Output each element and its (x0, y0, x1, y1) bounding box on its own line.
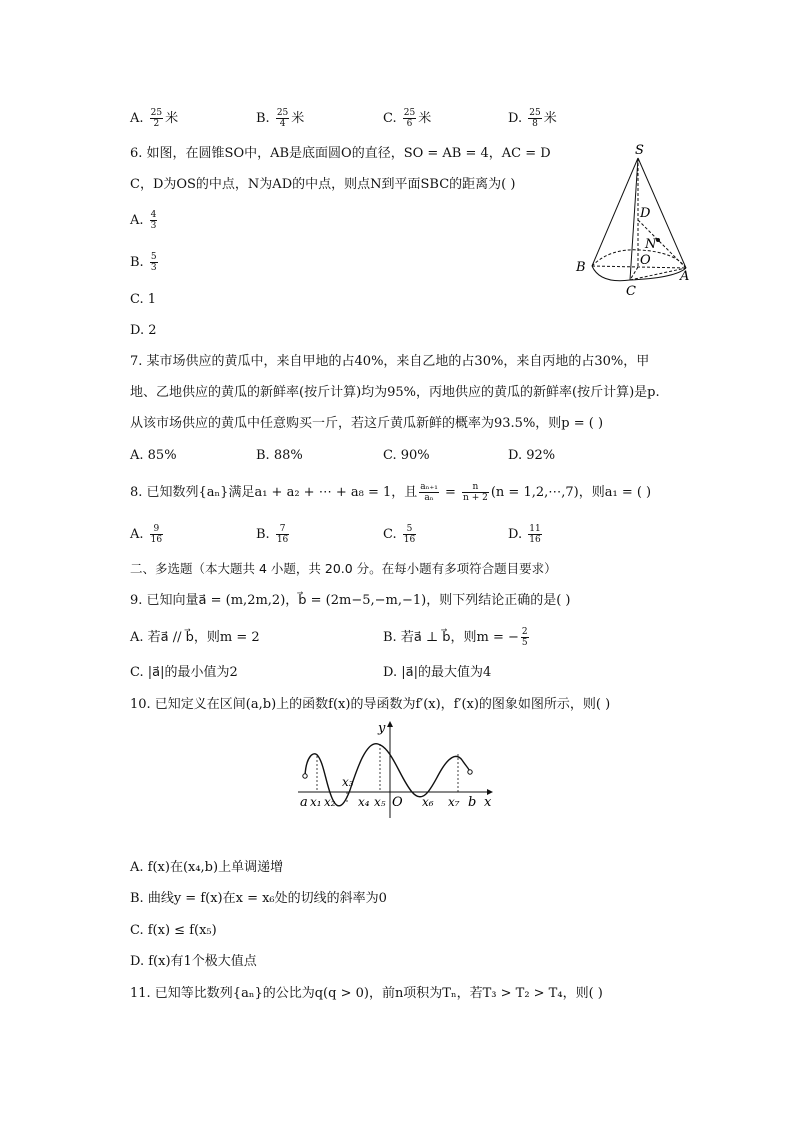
q9-option-b: B. 若a⃗ ⊥ b⃗，则m = − $\frac{2}{5}$ (383, 627, 528, 648)
label-x4: x₄ (358, 795, 370, 809)
q10-stem: 10. 已知定义在区间(a,b)上的函数f(x)的导函数为f′(x)，f′(x)的图象如图所示，则( ) (130, 697, 611, 712)
cone-base-front (592, 266, 686, 281)
cone-edge-sc (630, 158, 638, 280)
q6-option-b: B. $\frac{5}{3}$ (130, 252, 157, 273)
q10-option-d: D. f(x)有1个极大值点 (130, 954, 257, 969)
q6-stem-line1: 6. 如图，在圆锥SO中，AB是底面圆O的直径，SO = AB = 4，AC = D (130, 146, 551, 161)
q9-stem: 9. 已知向量a⃗ = (m,2m,2)，b⃗ = (2m−5,−m,−1)，则下列结论正确的是( ) (130, 593, 571, 608)
endpoint-a (303, 774, 307, 778)
label-x6: x₆ (422, 795, 434, 809)
q6-stem-line2: C，D为OS的中点，N为AD的中点，则点N到平面SBC的距离为( ) (130, 177, 516, 192)
q7-stem-line3: 从该市场供应的黄瓜中任意购买一斤，若这斤黄瓜新鲜的概率为93.5%，则p = ( ) (130, 416, 604, 431)
q10-option-b: B. 曲线y = f(x)在x = x₆处的切线的斜率为0 (130, 891, 387, 906)
cone-base-back (592, 250, 686, 268)
q10-option-a: A. f(x)在(x₄,b)上单调递增 (130, 860, 284, 875)
q5-option-c: C. $\frac{25}{6}$ 米 (383, 108, 432, 129)
q9-option-c: C. |a⃗|的最小值为2 (130, 665, 238, 680)
endpoint-b (468, 770, 472, 774)
cone-diameter-ab (592, 266, 686, 268)
q7-stem-line2: 地、乙地供应的黄瓜的新鲜率(按斤计算)均为95%，丙地供应的黄瓜的新鲜率(按斤计算)是p. (130, 385, 660, 400)
point-n (656, 238, 660, 242)
label-x: x (484, 795, 492, 810)
label-x3: x₃ (342, 775, 354, 789)
label-o: O (640, 253, 651, 268)
q7-option-a: A. 85% (130, 448, 177, 463)
q5-option-a: A. $\frac{25}{2}$ 米 (130, 108, 179, 129)
q10-option-c: C. f(x) ≤ f(x₅) (130, 923, 217, 938)
cone-figure (570, 140, 700, 300)
label-x7: x₇ (448, 795, 460, 809)
cone-edge-sb (592, 158, 638, 266)
q8-option-a: A. $\frac{9}{16}$ (130, 524, 163, 545)
q9-option-a: A. 若a⃗ // b⃗，则m = 2 (130, 630, 260, 645)
q8-option-c: C. $\frac{5}{16}$ (383, 524, 416, 545)
q7-stem-line1: 7. 某市场供应的黄瓜中，来自甲地的占40%，来自乙地的占30%，来自丙地的占30%，甲 (130, 354, 650, 369)
q6-option-a: A. $\frac{4}{3}$ (130, 210, 157, 231)
label-b: B (576, 260, 586, 275)
label-x2: x₂ (324, 795, 336, 809)
q8-option-d: D. $\frac{11}{16}$ (508, 524, 541, 545)
q6-option-d: D. 2 (130, 323, 157, 338)
label-d: D (640, 206, 651, 221)
label-n: N (645, 237, 657, 252)
q7-option-c: C. 90% (383, 448, 430, 463)
label-c: C (626, 284, 636, 299)
q8-stem: 8. 已知数列{aₙ}满足a₁ + a₂ + ⋯ + a₈ = 1，且 $\frac{\text{aₙ₊₁}}{\text{aₙ}}$ = $\frac{n}{n + 2}$ (n = 1,2,⋯,7)，则a₁ = ( ) (130, 482, 652, 503)
q5-option-b: B. $\frac{25}{4}$ 米 (256, 108, 305, 129)
label-s: S (635, 143, 644, 158)
derivative-graph (292, 716, 502, 820)
q5-option-d: D. $\frac{25}{8}$ 米 (508, 108, 557, 129)
q11-stem: 11. 已知等比数列{aₙ}的公比为q(q > 0)，前n项积为Tₙ，若T₃ > T₂ > T₄，则( ) (130, 986, 603, 1001)
label-o: O (392, 795, 403, 810)
label-b: b (468, 795, 477, 810)
q8-option-b: B. $\frac{7}{16}$ (256, 524, 289, 545)
q7-option-d: D. 92% (508, 448, 556, 463)
cone-segment-ac (630, 268, 686, 280)
label-x5: x₅ (374, 795, 386, 809)
label-y: y (378, 721, 386, 736)
q7-option-b: B. 88% (256, 448, 303, 463)
q6-option-c: C. 1 (130, 292, 157, 307)
label-x1: x₁ (310, 795, 322, 809)
q9-option-d: D. |a⃗|的最大值为4 (383, 665, 492, 680)
section-heading-multiple-choice: 二、多选题（本大题共 4 小题，共 20.0 分。在每小题有多项符合题目要求） (130, 561, 557, 576)
label-a: A (680, 269, 690, 284)
label-a: a (300, 795, 308, 810)
